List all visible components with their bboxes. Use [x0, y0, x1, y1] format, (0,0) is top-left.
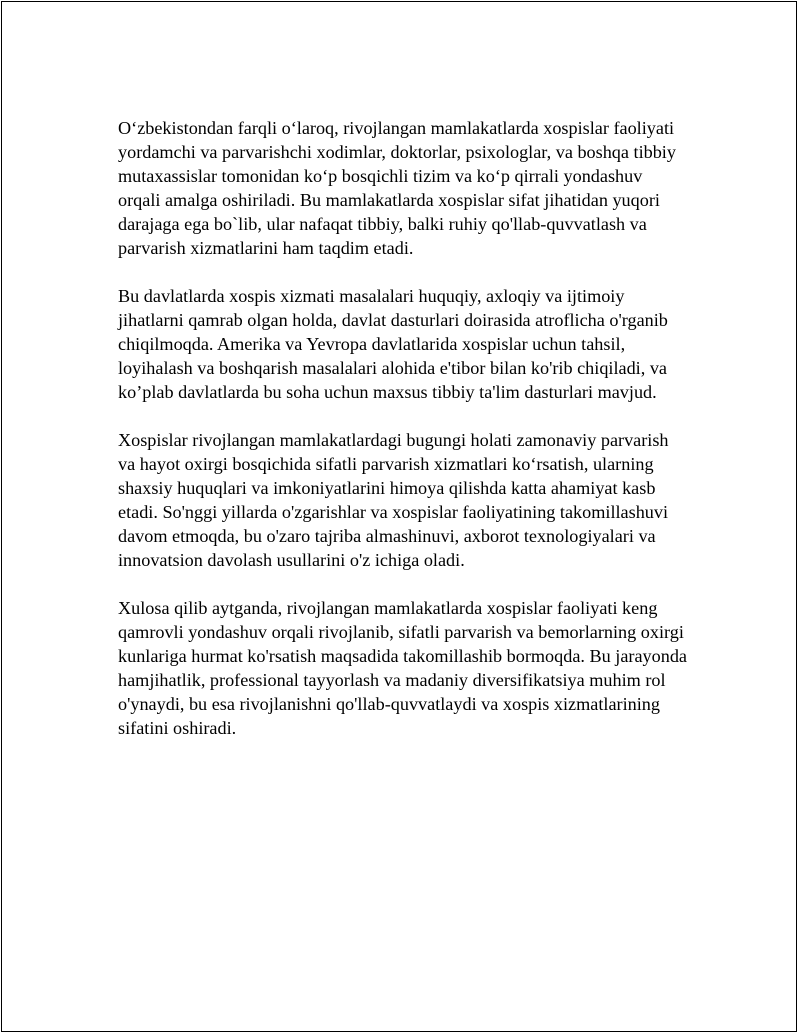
document-body [118, 116, 688, 764]
paragraph-4: Xulosa qilib aytganda, rivojlangan mamlakatlarda xospislar faoliyati keng qamrovli yondashuv orqali rivojlanib, sifatli parvarish va bemorlarning oxirgi kunlariga hurmat ko'rsatish maqsadida takomillashib bormoqda. Bu jarayonda hamjihatlik, professional tayyorlash va madaniy diversifikatsiya muhim rol o'ynaydi, bu esa rivojlanishni qo'llab-quvvatlaydi va xospis xizmatlarining sifatini oshiradi. [118, 598, 687, 738]
paragraph-2: Bu davlatlarda xospis xizmati masalalari huquqiy, axloqiy va ijtimoiy jihatlarni qamrab olgan holda, davlat dasturlari doirasida atroflicha o'rganib chiqilmoqda. Amerika va Yevropa davlatlarida xospislar uchun tahsil, loyihalash va boshqarish masalalari alohida e'tibor bilan ko'rib chiqiladi, va ko’plab davlatlarda bu soha uchun maxsus tibbiy ta'lim dasturlari mavjud. [118, 286, 668, 402]
paragraph-1: O‘zbekistondan farqli o‘laroq, rivojlangan mamlakatlarda xospislar faoliyati yordamchi va parvarishchi xodimlar, doktorlar, psixologlar, va boshqa tibbiy mutaxassislar tomonidan ko‘p bosqichli tizim va ko‘p qirrali yondashuv orqali amalga oshiriladi. Bu mamlakatlarda xospislar sifat jihatidan yuqori darajaga ega bo`lib, ular nafaqat tibbiy, balki ruhiy qo'llab-quvvatlash va parvarish xizmatlarini ham taqdim etadi. [118, 118, 676, 258]
paragraph-3: Xospislar rivojlangan mamlakatlardagi bugungi holati zamonaviy parvarish va hayot oxirgi bosqichida sifatli parvarish xizmatlari ko‘rsatish, ularning shaxsiy huquqlari va imkoniyatlarini himoya qilishda katta ahamiyat kasb etadi. So'nggi yillarda o'zgarishlar va xospislar faoliyatining takomillashuvi davom etmoqda, bu o'zaro tajriba almashinuvi, axborot texnologiyalari va innovatsion davolash usullarini o'z ichiga oladi. [118, 430, 669, 570]
